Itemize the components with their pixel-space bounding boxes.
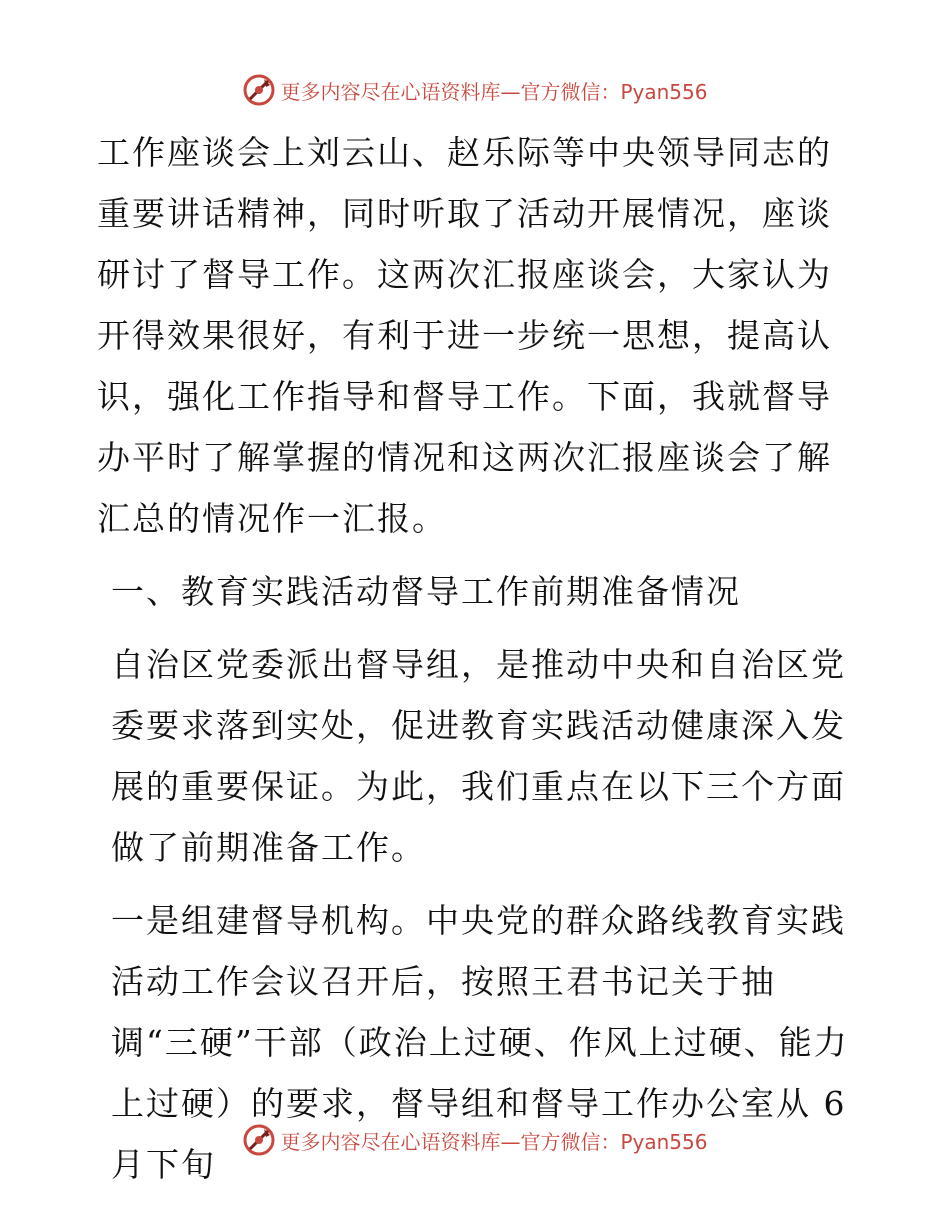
logo-icon xyxy=(242,1123,276,1157)
footer-watermark-text: 更多内容尽在心语资料库—官方微信：Pyan556 xyxy=(280,1129,708,1154)
paragraph-organization: 一是组建督导机构。中央党的群众路线教育实践活动工作会议召开后，按照王君书记关于抽调“三硬”干部（政治上过硬、作风上过硬、能力上过硬）的要求，督导组和督导工作办公室从 6 月下旬 xyxy=(111,901,849,1184)
section-heading: 一、教育实践活动督导工作前期准备情况 xyxy=(111,572,741,611)
header-watermark-text: 更多内容尽在心语资料库—官方微信：Pyan556 xyxy=(280,79,708,104)
document-body xyxy=(97,122,857,1195)
paragraph-intro: 工作座谈会上刘云山、赵乐际等中央领导同志的重要讲话精神，同时听取了活动开展情况，座谈研讨了督导工作。这两次汇报座谈会，大家认为开得效果很好，有利于进一步统一思想，提高认识，强化工作指导和督导工作。下面，我就督导办平时了解掌握的情况和这两次汇报座谈会了解汇总的情况作一汇报。 xyxy=(97,133,832,538)
footer-watermark xyxy=(0,1120,950,1160)
header-watermark xyxy=(0,70,950,110)
logo-icon xyxy=(242,73,276,107)
paragraph-preparation: 自治区党委派出督导组，是推动中央和自治区党委要求落到实处，促进教育实践活动健康深入发展的重要保证。为此，我们重点在以下三个方面做了前期准备工作。 xyxy=(111,645,846,867)
